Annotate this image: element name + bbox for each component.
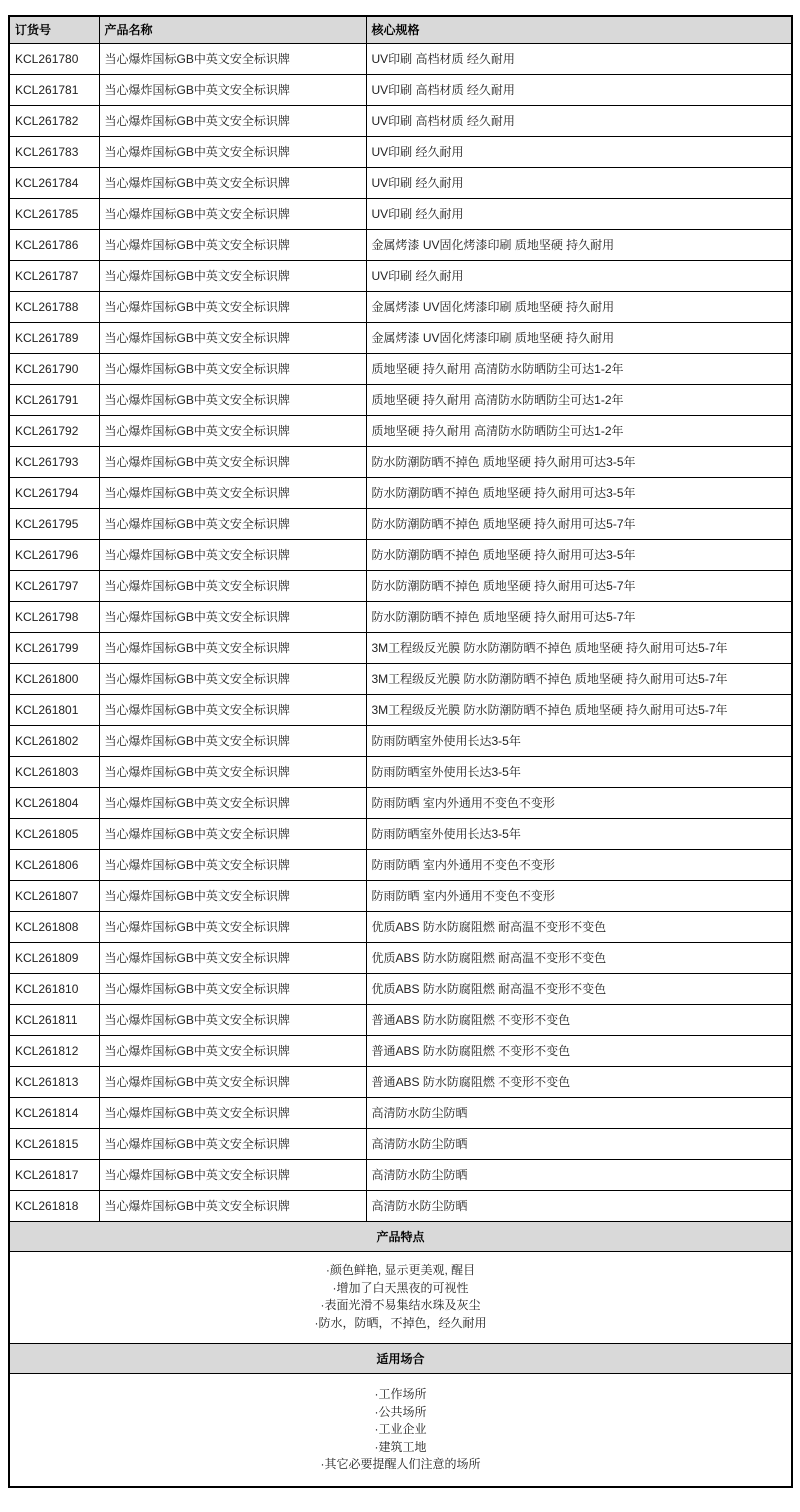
spec-cell: 防雨防晒室外使用长达3-5年 <box>366 725 792 756</box>
order-number-cell: KCL261783 <box>9 136 99 167</box>
table-row <box>9 322 792 353</box>
table-row <box>9 880 792 911</box>
product-name-cell: 当心爆炸国标GB中英文安全标识牌 <box>99 291 366 322</box>
spec-cell: UV印刷 高档材质 经久耐用 <box>366 43 792 74</box>
product-name-cell: 当心爆炸国标GB中英文安全标识牌 <box>99 260 366 291</box>
product-name-cell: 当心爆炸国标GB中英文安全标识牌 <box>99 911 366 942</box>
table-row <box>9 1190 792 1221</box>
order-number-cell: KCL261806 <box>9 849 99 880</box>
product-name-cell: 当心爆炸国标GB中英文安全标识牌 <box>99 384 366 415</box>
occasion-item: ·建筑工地 <box>374 1439 427 1454</box>
product-name-cell: 当心爆炸国标GB中英文安全标识牌 <box>99 229 366 260</box>
table-row <box>9 43 792 74</box>
spec-cell: 金属烤漆 UV固化烤漆印刷 质地坚硬 持久耐用 <box>366 291 792 322</box>
table-row <box>9 353 792 384</box>
table-row <box>9 570 792 601</box>
spec-cell: 防雨防晒 室内外通用不变色不变形 <box>366 880 792 911</box>
product-name-cell: 当心爆炸国标GB中英文安全标识牌 <box>99 1159 366 1190</box>
spec-cell: 普通ABS 防水防腐阻燃 不变形不变色 <box>366 1004 792 1035</box>
order-number-cell: KCL261814 <box>9 1097 99 1128</box>
product-name-cell: 当心爆炸国标GB中英文安全标识牌 <box>99 849 366 880</box>
table-row <box>9 973 792 1004</box>
product-name-cell: 当心爆炸国标GB中英文安全标识牌 <box>99 353 366 384</box>
table-row <box>9 384 792 415</box>
product-name-cell: 当心爆炸国标GB中英文安全标识牌 <box>99 694 366 725</box>
product-spec-table <box>8 15 793 1488</box>
spec-cell: 高清防水防尘防晒 <box>366 1159 792 1190</box>
product-name-cell: 当心爆炸国标GB中英文安全标识牌 <box>99 508 366 539</box>
spec-cell: 质地坚硬 持久耐用 高清防水防晒防尘可达1-2年 <box>366 384 792 415</box>
order-number-cell: KCL261792 <box>9 415 99 446</box>
spec-cell: 防水防潮防晒不掉色 质地坚硬 持久耐用可达5-7年 <box>366 508 792 539</box>
product-name-cell: 当心爆炸国标GB中英文安全标识牌 <box>99 787 366 818</box>
features-section-body <box>9 1251 792 1343</box>
feature-item: ·防水，防晒，不掉色，经久耐用 <box>314 1315 487 1330</box>
occasions-section-header <box>9 1343 792 1373</box>
table-row <box>9 1128 792 1159</box>
order-number-cell: KCL261808 <box>9 911 99 942</box>
features-section-header <box>9 1221 792 1251</box>
order-number-cell: KCL261797 <box>9 570 99 601</box>
table-row <box>9 446 792 477</box>
order-number-cell: KCL261801 <box>9 694 99 725</box>
order-number-cell: KCL261780 <box>9 43 99 74</box>
occasions-section-title: 适用场合 <box>9 1343 792 1373</box>
product-name-cell: 当心爆炸国标GB中英文安全标识牌 <box>99 942 366 973</box>
order-number-cell: KCL261817 <box>9 1159 99 1190</box>
column-header-core-spec: 核心规格 <box>366 16 792 43</box>
order-number-cell: KCL261812 <box>9 1035 99 1066</box>
table-row <box>9 787 792 818</box>
features-list <box>10 1262 791 1332</box>
product-name-cell: 当心爆炸国标GB中英文安全标识牌 <box>99 1004 366 1035</box>
table-row <box>9 136 792 167</box>
spec-cell: 优质ABS 防水防腐阻燃 耐高温不变形不变色 <box>366 973 792 1004</box>
order-number-cell: KCL261811 <box>9 1004 99 1035</box>
spec-cell: 3M工程级反光膜 防水防潮防晒不掉色 质地坚硬 持久耐用可达5-7年 <box>366 632 792 663</box>
table-row <box>9 756 792 787</box>
feature-item: ·增加了白天黑夜的可视性 <box>332 1280 469 1295</box>
spec-cell: 普通ABS 防水防腐阻燃 不变形不变色 <box>366 1066 792 1097</box>
occasions-list <box>10 1386 791 1474</box>
order-number-cell: KCL261799 <box>9 632 99 663</box>
product-name-cell: 当心爆炸国标GB中英文安全标识牌 <box>99 1097 366 1128</box>
spec-cell: 高清防水防尘防晒 <box>366 1097 792 1128</box>
table-row <box>9 818 792 849</box>
occasion-item: ·工业企业 <box>374 1422 427 1436</box>
occasion-item: ·工作场所 <box>374 1387 427 1401</box>
table-row <box>9 539 792 570</box>
product-name-cell: 当心爆炸国标GB中英文安全标识牌 <box>99 415 366 446</box>
spec-cell: 防水防潮防晒不掉色 质地坚硬 持久耐用可达3-5年 <box>366 446 792 477</box>
table-row <box>9 74 792 105</box>
table-row <box>9 105 792 136</box>
order-number-cell: KCL261815 <box>9 1128 99 1159</box>
order-number-cell: KCL261781 <box>9 74 99 105</box>
product-name-cell: 当心爆炸国标GB中英文安全标识牌 <box>99 477 366 508</box>
order-number-cell: KCL261796 <box>9 539 99 570</box>
order-number-cell: KCL261791 <box>9 384 99 415</box>
spec-cell: 防雨防晒室外使用长达3-5年 <box>366 756 792 787</box>
product-name-cell: 当心爆炸国标GB中英文安全标识牌 <box>99 446 366 477</box>
product-name-cell: 当心爆炸国标GB中英文安全标识牌 <box>99 198 366 229</box>
spec-cell: 优质ABS 防水防腐阻燃 耐高温不变形不变色 <box>366 911 792 942</box>
spec-cell: 防水防潮防晒不掉色 质地坚硬 持久耐用可达3-5年 <box>366 477 792 508</box>
spec-cell: 金属烤漆 UV固化烤漆印刷 质地坚硬 持久耐用 <box>366 322 792 353</box>
order-number-cell: KCL261800 <box>9 663 99 694</box>
order-number-cell: KCL261782 <box>9 105 99 136</box>
order-number-cell: KCL261790 <box>9 353 99 384</box>
product-name-cell: 当心爆炸国标GB中英文安全标识牌 <box>99 570 366 601</box>
order-number-cell: KCL261810 <box>9 973 99 1004</box>
order-number-cell: KCL261795 <box>9 508 99 539</box>
spec-cell: 防雨防晒 室内外通用不变色不变形 <box>366 787 792 818</box>
order-number-cell: KCL261809 <box>9 942 99 973</box>
spec-cell: UV印刷 经久耐用 <box>366 198 792 229</box>
product-name-cell: 当心爆炸国标GB中英文安全标识牌 <box>99 1190 366 1221</box>
product-name-cell: 当心爆炸国标GB中英文安全标识牌 <box>99 105 366 136</box>
spec-cell: 防水防潮防晒不掉色 质地坚硬 持久耐用可达5-7年 <box>366 601 792 632</box>
product-name-cell: 当心爆炸国标GB中英文安全标识牌 <box>99 725 366 756</box>
table-row <box>9 415 792 446</box>
features-section-title: 产品特点 <box>9 1221 792 1251</box>
occasion-item: ·公共场所 <box>374 1404 427 1419</box>
product-name-cell: 当心爆炸国标GB中英文安全标识牌 <box>99 632 366 663</box>
product-name-cell: 当心爆炸国标GB中英文安全标识牌 <box>99 167 366 198</box>
order-number-cell: KCL261813 <box>9 1066 99 1097</box>
product-name-cell: 当心爆炸国标GB中英文安全标识牌 <box>99 663 366 694</box>
spec-cell: UV印刷 经久耐用 <box>366 136 792 167</box>
table-row <box>9 1004 792 1035</box>
order-number-cell: KCL261786 <box>9 229 99 260</box>
product-name-cell: 当心爆炸国标GB中英文安全标识牌 <box>99 1128 366 1159</box>
order-number-cell: KCL261793 <box>9 446 99 477</box>
spec-cell: UV印刷 高档材质 经久耐用 <box>366 74 792 105</box>
product-name-cell: 当心爆炸国标GB中英文安全标识牌 <box>99 74 366 105</box>
table-row <box>9 942 792 973</box>
column-header-order-no: 订货号 <box>9 16 99 43</box>
product-table-body <box>9 43 792 1221</box>
feature-item: ·表面光滑不易集结水珠及灰尘 <box>320 1298 481 1312</box>
feature-item: ·颜色鲜艳, 显示更美观, 醒目 <box>325 1263 476 1277</box>
spec-cell: 普通ABS 防水防腐阻燃 不变形不变色 <box>366 1035 792 1066</box>
order-number-cell: KCL261807 <box>9 880 99 911</box>
order-number-cell: KCL261785 <box>9 198 99 229</box>
spec-cell: UV印刷 高档材质 经久耐用 <box>366 105 792 136</box>
spec-cell: 防水防潮防晒不掉色 质地坚硬 持久耐用可达5-7年 <box>366 570 792 601</box>
table-row <box>9 1035 792 1066</box>
order-number-cell: KCL261802 <box>9 725 99 756</box>
spec-cell: 防雨防晒室外使用长达3-5年 <box>366 818 792 849</box>
table-row <box>9 1159 792 1190</box>
spec-cell: 高清防水防尘防晒 <box>366 1128 792 1159</box>
table-row <box>9 632 792 663</box>
order-number-cell: KCL261787 <box>9 260 99 291</box>
table-header-row <box>9 16 792 43</box>
spec-cell: 质地坚硬 持久耐用 高清防水防晒防尘可达1-2年 <box>366 353 792 384</box>
order-number-cell: KCL261784 <box>9 167 99 198</box>
product-name-cell: 当心爆炸国标GB中英文安全标识牌 <box>99 601 366 632</box>
product-name-cell: 当心爆炸国标GB中英文安全标识牌 <box>99 322 366 353</box>
product-name-cell: 当心爆炸国标GB中英文安全标识牌 <box>99 539 366 570</box>
table-row <box>9 167 792 198</box>
spec-cell: 3M工程级反光膜 防水防潮防晒不掉色 质地坚硬 持久耐用可达5-7年 <box>366 694 792 725</box>
order-number-cell: KCL261805 <box>9 818 99 849</box>
order-number-cell: KCL261818 <box>9 1190 99 1221</box>
table-row <box>9 508 792 539</box>
spec-cell: 防水防潮防晒不掉色 质地坚硬 持久耐用可达3-5年 <box>366 539 792 570</box>
table-row <box>9 601 792 632</box>
spec-cell: 3M工程级反光膜 防水防潮防晒不掉色 质地坚硬 持久耐用可达5-7年 <box>366 663 792 694</box>
product-name-cell: 当心爆炸国标GB中英文安全标识牌 <box>99 1035 366 1066</box>
occasion-item: ·其它必要提醒人们注意的场所 <box>320 1457 481 1471</box>
spec-cell: 金属烤漆 UV固化烤漆印刷 质地坚硬 持久耐用 <box>366 229 792 260</box>
product-spec-sheet <box>8 15 791 1488</box>
order-number-cell: KCL261798 <box>9 601 99 632</box>
table-row <box>9 1097 792 1128</box>
table-row <box>9 260 792 291</box>
occasions-section-body <box>9 1373 792 1487</box>
column-header-product-name: 产品名称 <box>99 16 366 43</box>
table-row <box>9 477 792 508</box>
product-name-cell: 当心爆炸国标GB中英文安全标识牌 <box>99 43 366 74</box>
product-name-cell: 当心爆炸国标GB中英文安全标识牌 <box>99 136 366 167</box>
spec-cell: 防雨防晒 室内外通用不变色不变形 <box>366 849 792 880</box>
table-row <box>9 849 792 880</box>
table-row <box>9 229 792 260</box>
order-number-cell: KCL261794 <box>9 477 99 508</box>
table-row <box>9 1066 792 1097</box>
spec-cell: 优质ABS 防水防腐阻燃 耐高温不变形不变色 <box>366 942 792 973</box>
spec-cell: 质地坚硬 持久耐用 高清防水防晒防尘可达1-2年 <box>366 415 792 446</box>
spec-cell: 高清防水防尘防晒 <box>366 1190 792 1221</box>
product-name-cell: 当心爆炸国标GB中英文安全标识牌 <box>99 880 366 911</box>
order-number-cell: KCL261804 <box>9 787 99 818</box>
spec-cell: UV印刷 经久耐用 <box>366 167 792 198</box>
table-row <box>9 291 792 322</box>
order-number-cell: KCL261789 <box>9 322 99 353</box>
table-row <box>9 198 792 229</box>
spec-cell: UV印刷 经久耐用 <box>366 260 792 291</box>
product-name-cell: 当心爆炸国标GB中英文安全标识牌 <box>99 818 366 849</box>
order-number-cell: KCL261803 <box>9 756 99 787</box>
table-row <box>9 911 792 942</box>
table-row <box>9 694 792 725</box>
order-number-cell: KCL261788 <box>9 291 99 322</box>
product-name-cell: 当心爆炸国标GB中英文安全标识牌 <box>99 756 366 787</box>
product-name-cell: 当心爆炸国标GB中英文安全标识牌 <box>99 1066 366 1097</box>
table-row <box>9 725 792 756</box>
product-name-cell: 当心爆炸国标GB中英文安全标识牌 <box>99 973 366 1004</box>
table-row <box>9 663 792 694</box>
